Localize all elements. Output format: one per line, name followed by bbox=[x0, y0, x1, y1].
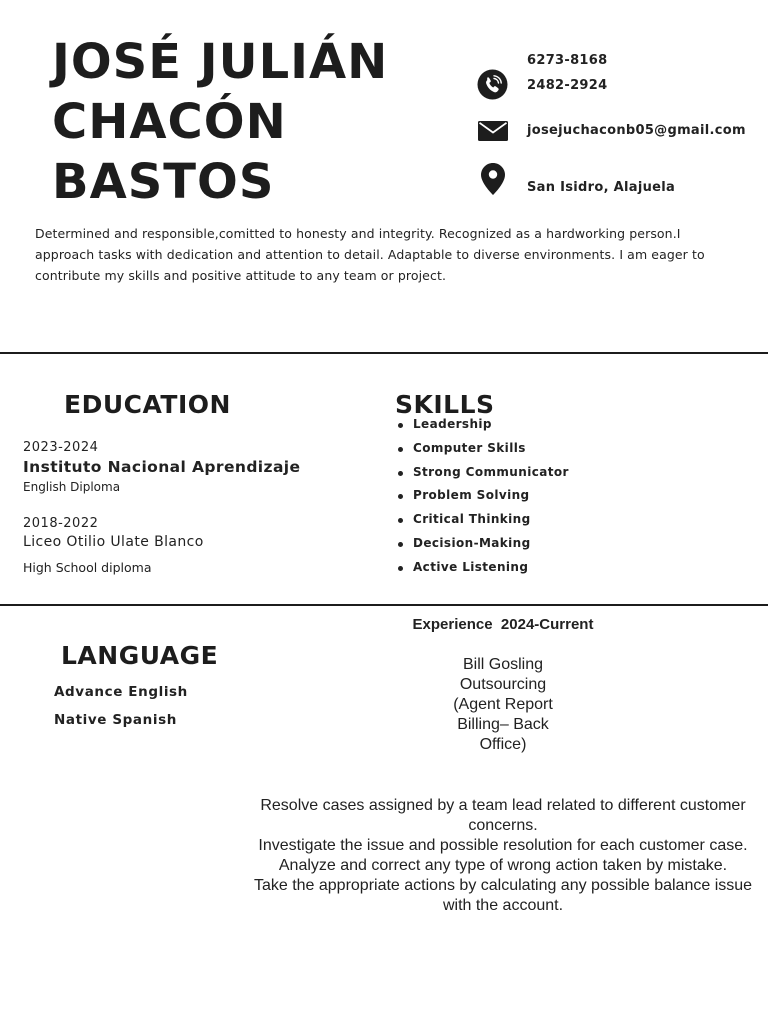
name-line-1: JOSÉ JULIÁN bbox=[52, 34, 389, 90]
education-years-2: 2018-2022 bbox=[23, 516, 99, 531]
list-item: Leadership bbox=[395, 417, 569, 441]
education-detail-2: High School diploma bbox=[23, 560, 152, 575]
education-school-2: Liceo Otilio Ulate Blanco bbox=[23, 534, 204, 550]
phone-icon bbox=[477, 69, 508, 100]
education-detail-1: English Diploma bbox=[23, 480, 121, 494]
phone-number-2: 2482-2924 bbox=[527, 78, 608, 93]
location-pin-icon bbox=[481, 163, 505, 195]
experience-line-3: Analyze and correct any type of wrong action taken by mistake. bbox=[278, 857, 728, 874]
list-item: Active Listening bbox=[395, 560, 569, 584]
language-title: LANGUAGE bbox=[61, 641, 219, 670]
section-divider-2 bbox=[0, 604, 768, 606]
name-line-2: CHACÓN bbox=[52, 94, 287, 150]
language-item-1: Advance English bbox=[54, 684, 188, 700]
full-name bbox=[52, 32, 432, 212]
list-item: Problem Solving bbox=[395, 488, 569, 512]
skills-list bbox=[395, 417, 569, 584]
experience-line-1: Resolve cases assigned by a team lead related to different customer concerns. bbox=[260, 797, 746, 834]
email-address[interactable]: josejuchaconb05@gmail.com bbox=[527, 123, 746, 138]
location-text: San Isidro, Alajuela bbox=[527, 180, 676, 195]
list-item: Critical Thinking bbox=[395, 512, 569, 536]
profile-summary: Determined and responsible,comitted to honesty and integrity. Recognized as a hardworking person.I approach tasks with dedication and attention to detail. Adaptable to diverse environments. I am eager to contribute my skills and positive attitude to any team or project. bbox=[35, 226, 705, 283]
name-line-3: BASTOS bbox=[52, 154, 275, 210]
language-item-2: Native Spanish bbox=[54, 712, 177, 728]
phone-number-1: 6273-8168 bbox=[527, 53, 608, 68]
list-item: Decision-Making bbox=[395, 536, 569, 560]
education-years-1: 2023-2024 bbox=[23, 440, 99, 455]
education-school-1: Instituto Nacional Aprendizaje bbox=[23, 458, 301, 476]
skills-title: SKILLS bbox=[395, 390, 495, 419]
education-title: EDUCATION bbox=[64, 390, 231, 419]
experience-line-2: Investigate the issue and possible resolution for each customer case. bbox=[258, 837, 748, 854]
list-item: Computer Skills bbox=[395, 441, 569, 465]
list-item: Strong Communicator bbox=[395, 465, 569, 489]
mail-icon bbox=[478, 121, 508, 141]
section-divider-1 bbox=[0, 352, 768, 354]
experience-line-4: Take the appropriate actions by calculating any possible balance issue with the account. bbox=[253, 877, 753, 914]
experience-company: Bill Gosling Outsourcing (Agent Report Billing– Back Office) bbox=[453, 656, 553, 753]
experience-description bbox=[243, 796, 763, 916]
experience-title: Experience 2024-Current bbox=[412, 616, 594, 633]
